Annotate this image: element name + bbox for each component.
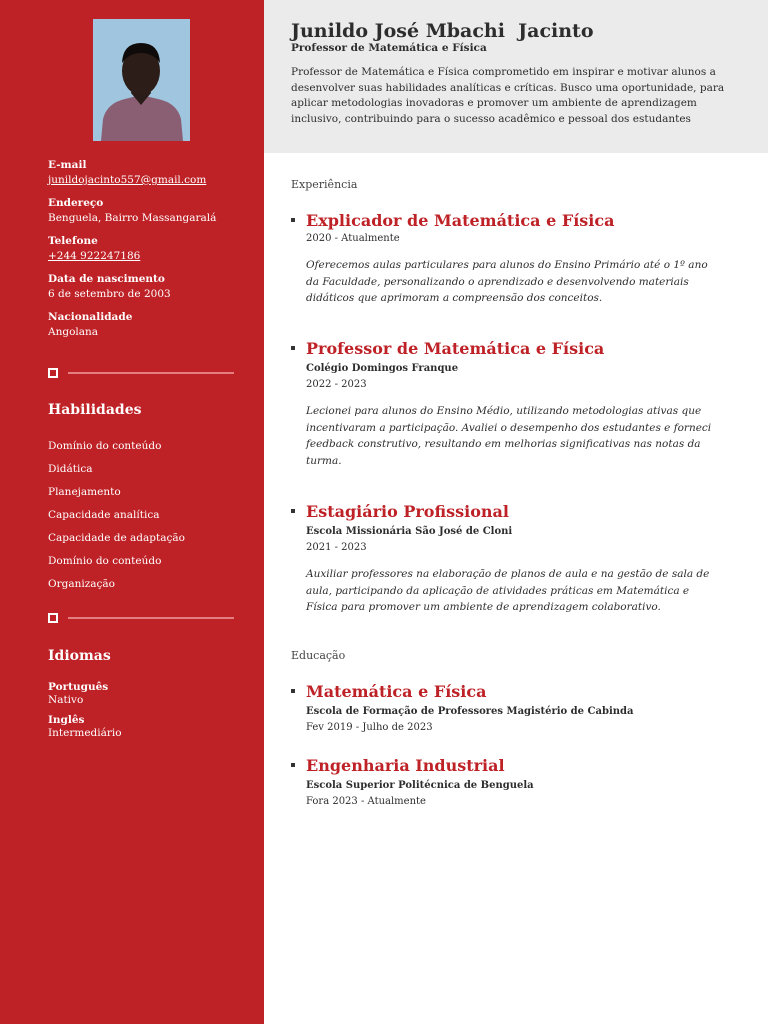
entry-dates: 2022 - 2023 [306,379,367,390]
address-label: Endereço [48,197,104,209]
contact-birth [48,272,248,302]
square-marker-icon [48,368,58,378]
address-value: Benguela, Bairro Massangaralá [48,212,217,224]
job-title: Professor de Matemática e Física [291,42,487,54]
section-divider [48,368,234,378]
education-entry [291,756,731,810]
entry-dates: Fora 2023 - Atualmente [306,796,426,807]
language-item [48,714,122,740]
experience-heading: Experiência [291,178,358,191]
entry-title: Estagiário Profissional [306,502,509,521]
entry-title: Matemática e Física [306,682,487,701]
divider-line [68,617,234,619]
entry-organization: Colégio Domingos Franque [306,363,459,374]
person-name: Junildo José Mbachi Jacinto [291,20,594,42]
entry-title: Professor de Matemática e Física [306,339,605,358]
language-item [48,681,122,707]
square-marker-icon [48,613,58,623]
person-photo-image [93,19,190,141]
bullet-icon [291,689,295,693]
profile-photo [93,19,190,141]
skill-item: Capacidade de adaptação [48,532,185,544]
nationality-label: Nacionalidade [48,311,133,323]
entry-dates: Fev 2019 - Julho de 2023 [306,722,433,733]
education-heading: Educação [291,649,346,662]
entry-description: Oferecemos aulas particulares para alunos do Ensino Primário até o 1º ano da Faculdade, personalizando o aprendizado e desenvolvendo materiais didáticos que aprimoram a compreensão dos conceitos. [306,259,708,304]
contact-address [48,196,248,226]
phone-link[interactable]: +244 922247186 [48,250,141,262]
skill-item: Planejamento [48,486,121,498]
language-name: Português [48,681,109,693]
skill-item: Organização [48,578,115,590]
divider-line [68,372,234,374]
entry-dates: 2020 - Atualmente [306,233,400,244]
email-link[interactable]: junildojacinto557@gmail.com [48,174,207,186]
bullet-icon [291,218,295,222]
phone-label: Telefone [48,235,98,247]
skill-item: Domínio do conteúdo [48,440,162,452]
contact-phone [48,234,248,264]
entry-organization: Escola Missionária São José de Cloni [306,526,513,537]
entry-organization: Escola de Formação de Professores Magistério de Cabinda [306,706,634,717]
contact-section [48,158,248,348]
experience-entry [291,502,731,616]
entry-description: Auxiliar professores na elaboração de planos de aula e na gestão de sala de aula, participando da aplicação de atividades práticas em Matemática e Física para promover um ambiente de aprendizagem colaborativo. [306,568,710,613]
skill-item: Domínio do conteúdo [48,555,162,567]
contact-email [48,158,248,188]
language-level: Nativo [48,694,84,706]
sidebar [0,0,264,1024]
entry-title: Engenharia Industrial [306,756,505,775]
education-entry [291,682,731,736]
section-divider [48,613,234,623]
entry-title: Explicador de Matemática e Física [306,211,615,230]
bullet-icon [291,509,295,513]
languages-heading: Idiomas [48,648,111,664]
bullet-icon [291,346,295,350]
entry-organization: Escola Superior Politécnica de Benguela [306,780,534,791]
languages-list [48,681,122,747]
skill-item: Capacidade analítica [48,509,160,521]
entry-description: Lecionei para alunos do Ensino Médio, utilizando metodologias ativas que incentivaram a participação. Avaliei o desempenho dos estudantes e forneci feedback construtivo, resultando em melhorias significativas nas notas da turma. [306,405,712,467]
entry-dates: 2021 - 2023 [306,542,367,553]
skills-heading: Habilidades [48,402,142,418]
resume-header [264,0,768,153]
language-level: Intermediário [48,727,122,739]
skills-list [48,435,185,596]
contact-nationality [48,310,248,340]
bullet-icon [291,763,295,767]
experience-entry [291,339,731,469]
language-name: Inglês [48,714,85,726]
profile-summary: Professor de Matemática e Física comprometido em inspirar e motivar alunos a desenvolver suas habilidades analíticas e críticas. Busco uma oportunidade, para aplicar metodologias inovadoras e promover um ambiente de aprendizagem inclusivo, contribuindo para o sucesso acadêmico e pessoal dos estudantes [291,66,725,125]
skill-item: Didática [48,463,93,475]
nationality-value: Angolana [48,326,99,338]
birth-label: Data de nascimento [48,273,165,285]
experience-entry [291,211,731,307]
birth-value: 6 de setembro de 2003 [48,288,171,300]
email-label: E-mail [48,159,87,171]
